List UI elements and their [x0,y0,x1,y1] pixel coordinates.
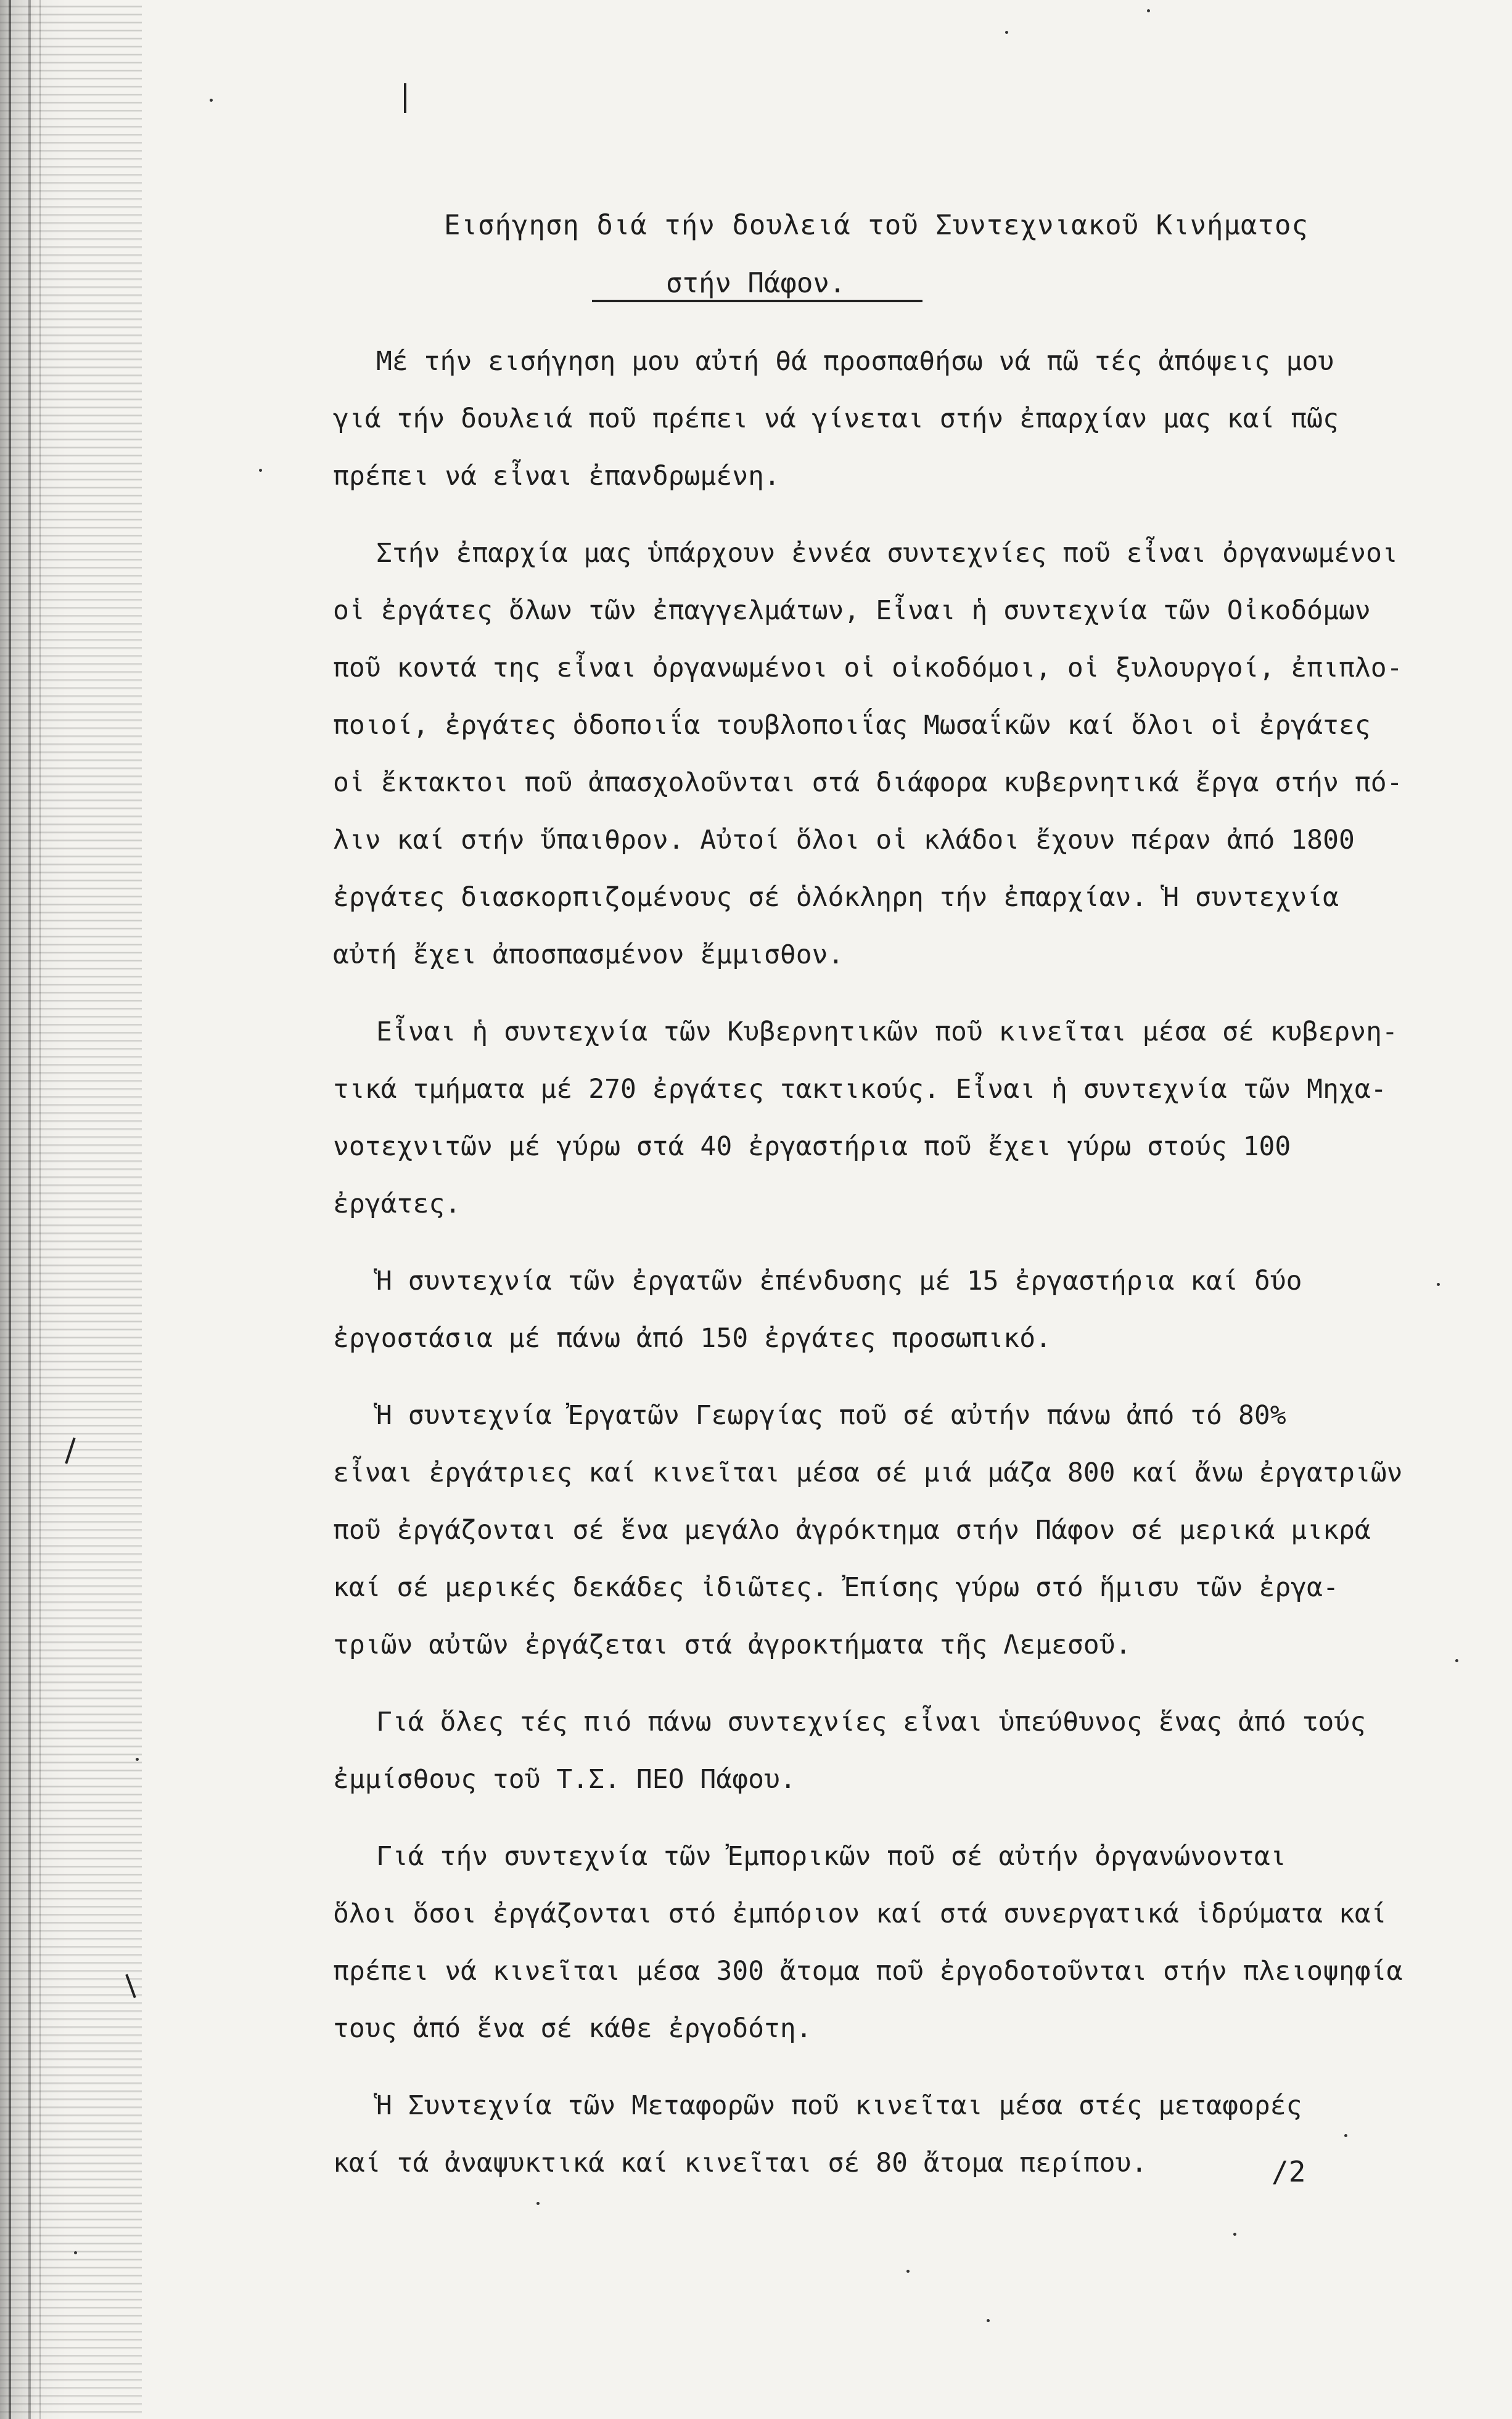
paragraph [333,1828,1403,2058]
text-line: νοτεχνιτῶν μέ γύρω στά 40 ἐργαστήρια ποῦ ἔχει γύρω στούς 100 [333,1131,1291,1162]
text-line: ποῦ ἐργάζονται σέ ἕνα μεγάλο ἀγρόκτημα στήν Πάφον σέ μερικά μικρά [333,1515,1371,1546]
speck [987,2319,990,2322]
text-line: εἶναι ἐργάτριες καί κινεῖται μέσα σέ μιά μάζα 800 καί ἄνω ἐργατριῶν [333,1457,1403,1488]
paragraph [333,525,1403,984]
speck [906,2270,910,2273]
text-line: Εἶναι ἡ συντεχνία τῶν Κυβερνητικῶν ποῦ κινεῖται μέσα σέ κυβερνη- [376,1016,1398,1047]
text-line: οἱ ἐργάτες ὅλων τῶν ἐπαγγελμάτων, Εἶναι ἡ συντεχνία τῶν Οἰκοδόμων [333,595,1371,626]
document-subtitle: στήν Πάφον. [666,268,846,299]
document-title: Εισήγηση διά τήν δουλειά τοῦ Συντεχνιακοῦ Κινήματος [444,210,1309,241]
text-line: ποιοί, ἐργάτες ὁδοποιΐα τουβλοποιΐας Μωσαΐκῶν καί ὅλοι οἱ ἐργάτες [333,710,1371,741]
text-line: καί σέ μερικές δεκάδες ἰδιῶτες. Ἐπίσης γύρω στό ἥμισυ τῶν ἐργα- [333,1572,1339,1603]
paragraph [333,1694,1394,1808]
speck [1233,2233,1236,2236]
text-line: Γιά ὅλες τές πιό πάνω συντεχνίες εἶναι ὑπεύθυνος ἕνας ἀπό τούς [376,1707,1366,1737]
speck [259,469,262,472]
text-line: ἐργάτες. [333,1189,461,1219]
speck [74,2251,77,2254]
text-line: Μέ τήν εισήγηση μου αὐτή θά προσπαθήσω νά πῶ τές ἀπόψεις μου [376,346,1334,377]
text-line: ἐργάτες διασκορπιζομένους σέ ὁλόκληρη τήν ἐπαρχίαν. Ἡ συντεχνία [333,882,1339,913]
text-line: λιν καί στήν ὕπαιθρον. Αὐτοί ὅλοι οἱ κλάδοι ἔχουν πέραν ἀπό 1800 [333,825,1355,855]
text-line: πρέπει νά εἶναι ἐπανδρωμένη. [333,461,780,492]
scan-edge-noise [0,0,142,2419]
stray-mark [404,83,406,113]
subtitle-underline [592,300,922,302]
speck [210,99,213,102]
paragraph [333,1003,1398,1233]
paragraph [333,1253,1394,1367]
speck [1147,9,1150,12]
speck [1455,1659,1458,1662]
speck [136,1758,139,1761]
paragraph [333,1387,1403,1674]
text-line: πρέπει νά κινεῖται μέσα 300 ἄτομα ποῦ ἐργοδοτοῦνται στήν πλειοψηφία [333,1956,1403,1987]
speck [1437,1283,1440,1286]
text-line: Ἡ συντεχνία Ἐργατῶν Γεωργίας ποῦ σέ αὐτήν πάνω ἀπό τό 80% [376,1400,1286,1431]
text-line: τριῶν αὐτῶν ἐργάζεται στά ἀγροκτήματα τῆς Λεμεσοῦ. [333,1630,1132,1660]
text-line: ἐργοστάσια μέ πάνω ἀπό 150 ἐργάτες προσωπικό. [333,1323,1051,1354]
scan-line [28,0,31,2419]
page-number: /2 [1272,2155,1306,2188]
text-line: Γιά τήν συντεχνία τῶν Ἐμπορικῶν ποῦ σέ αὐτήν ὀργανώνονται [376,1841,1286,1872]
scan-line [39,0,41,2419]
paragraph [333,2077,1394,2192]
text-line: τους ἀπό ἕνα σέ κάθε ἐργοδότη. [333,2013,812,2044]
text-line: γιά τήν δουλειά ποῦ πρέπει νά γίνεται στήν ἐπαρχίαν μας καί πῶς [333,403,1339,434]
text-line: ποῦ κοντά της εἶναι ὀργανωμένοι οἱ οἰκοδόμοι, οἱ ξυλουργοί, ἐπιπλο- [333,653,1403,683]
text-line: αὐτή ἔχει ἀποσπασμένον ἔμμισθον. [333,939,844,970]
text-line: ὅλοι ὅσοι ἐργάζονται στό ἐμπόριον καί στά συνεργατικά ἱδρύματα καί [333,1898,1387,1929]
text-line: Ἡ συντεχνία τῶν ἐργατῶν ἐπένδυσης μέ 15 ἐργαστήρια καί δύο [376,1266,1302,1296]
text-line: τικά τμήματα μέ 270 ἐργάτες τακτικούς. Εἶναι ἡ συντεχνία τῶν Μηχα- [333,1074,1387,1105]
scan-line [9,0,11,2419]
text-line: οἱ ἔκτακτοι ποῦ ἀπασχολοῦνται στά διάφορα κυβερνητικά ἔργα στήν πό- [333,767,1403,798]
text-line: Στήν ἐπαρχία μας ὑπάρχουν ἐννέα συντεχνίες ποῦ εἶναι ὀργανωμένοι [376,538,1398,569]
text-line: ἐμμίσθους τοῦ Τ.Σ. ΠΕΟ Πάφου. [333,1764,796,1795]
text-line: Ἡ Συντεχνία τῶν Μεταφορῶν ποῦ κινεῖται μέσα στές μεταφορές [376,2090,1302,2121]
text-line: καί τά ἀναψυκτικά καί κινεῖται σέ 80 ἄτομα περίπου. [333,2148,1148,2178]
paragraph [333,333,1394,505]
document-body [333,333,1403,2212]
speck [1005,31,1008,34]
